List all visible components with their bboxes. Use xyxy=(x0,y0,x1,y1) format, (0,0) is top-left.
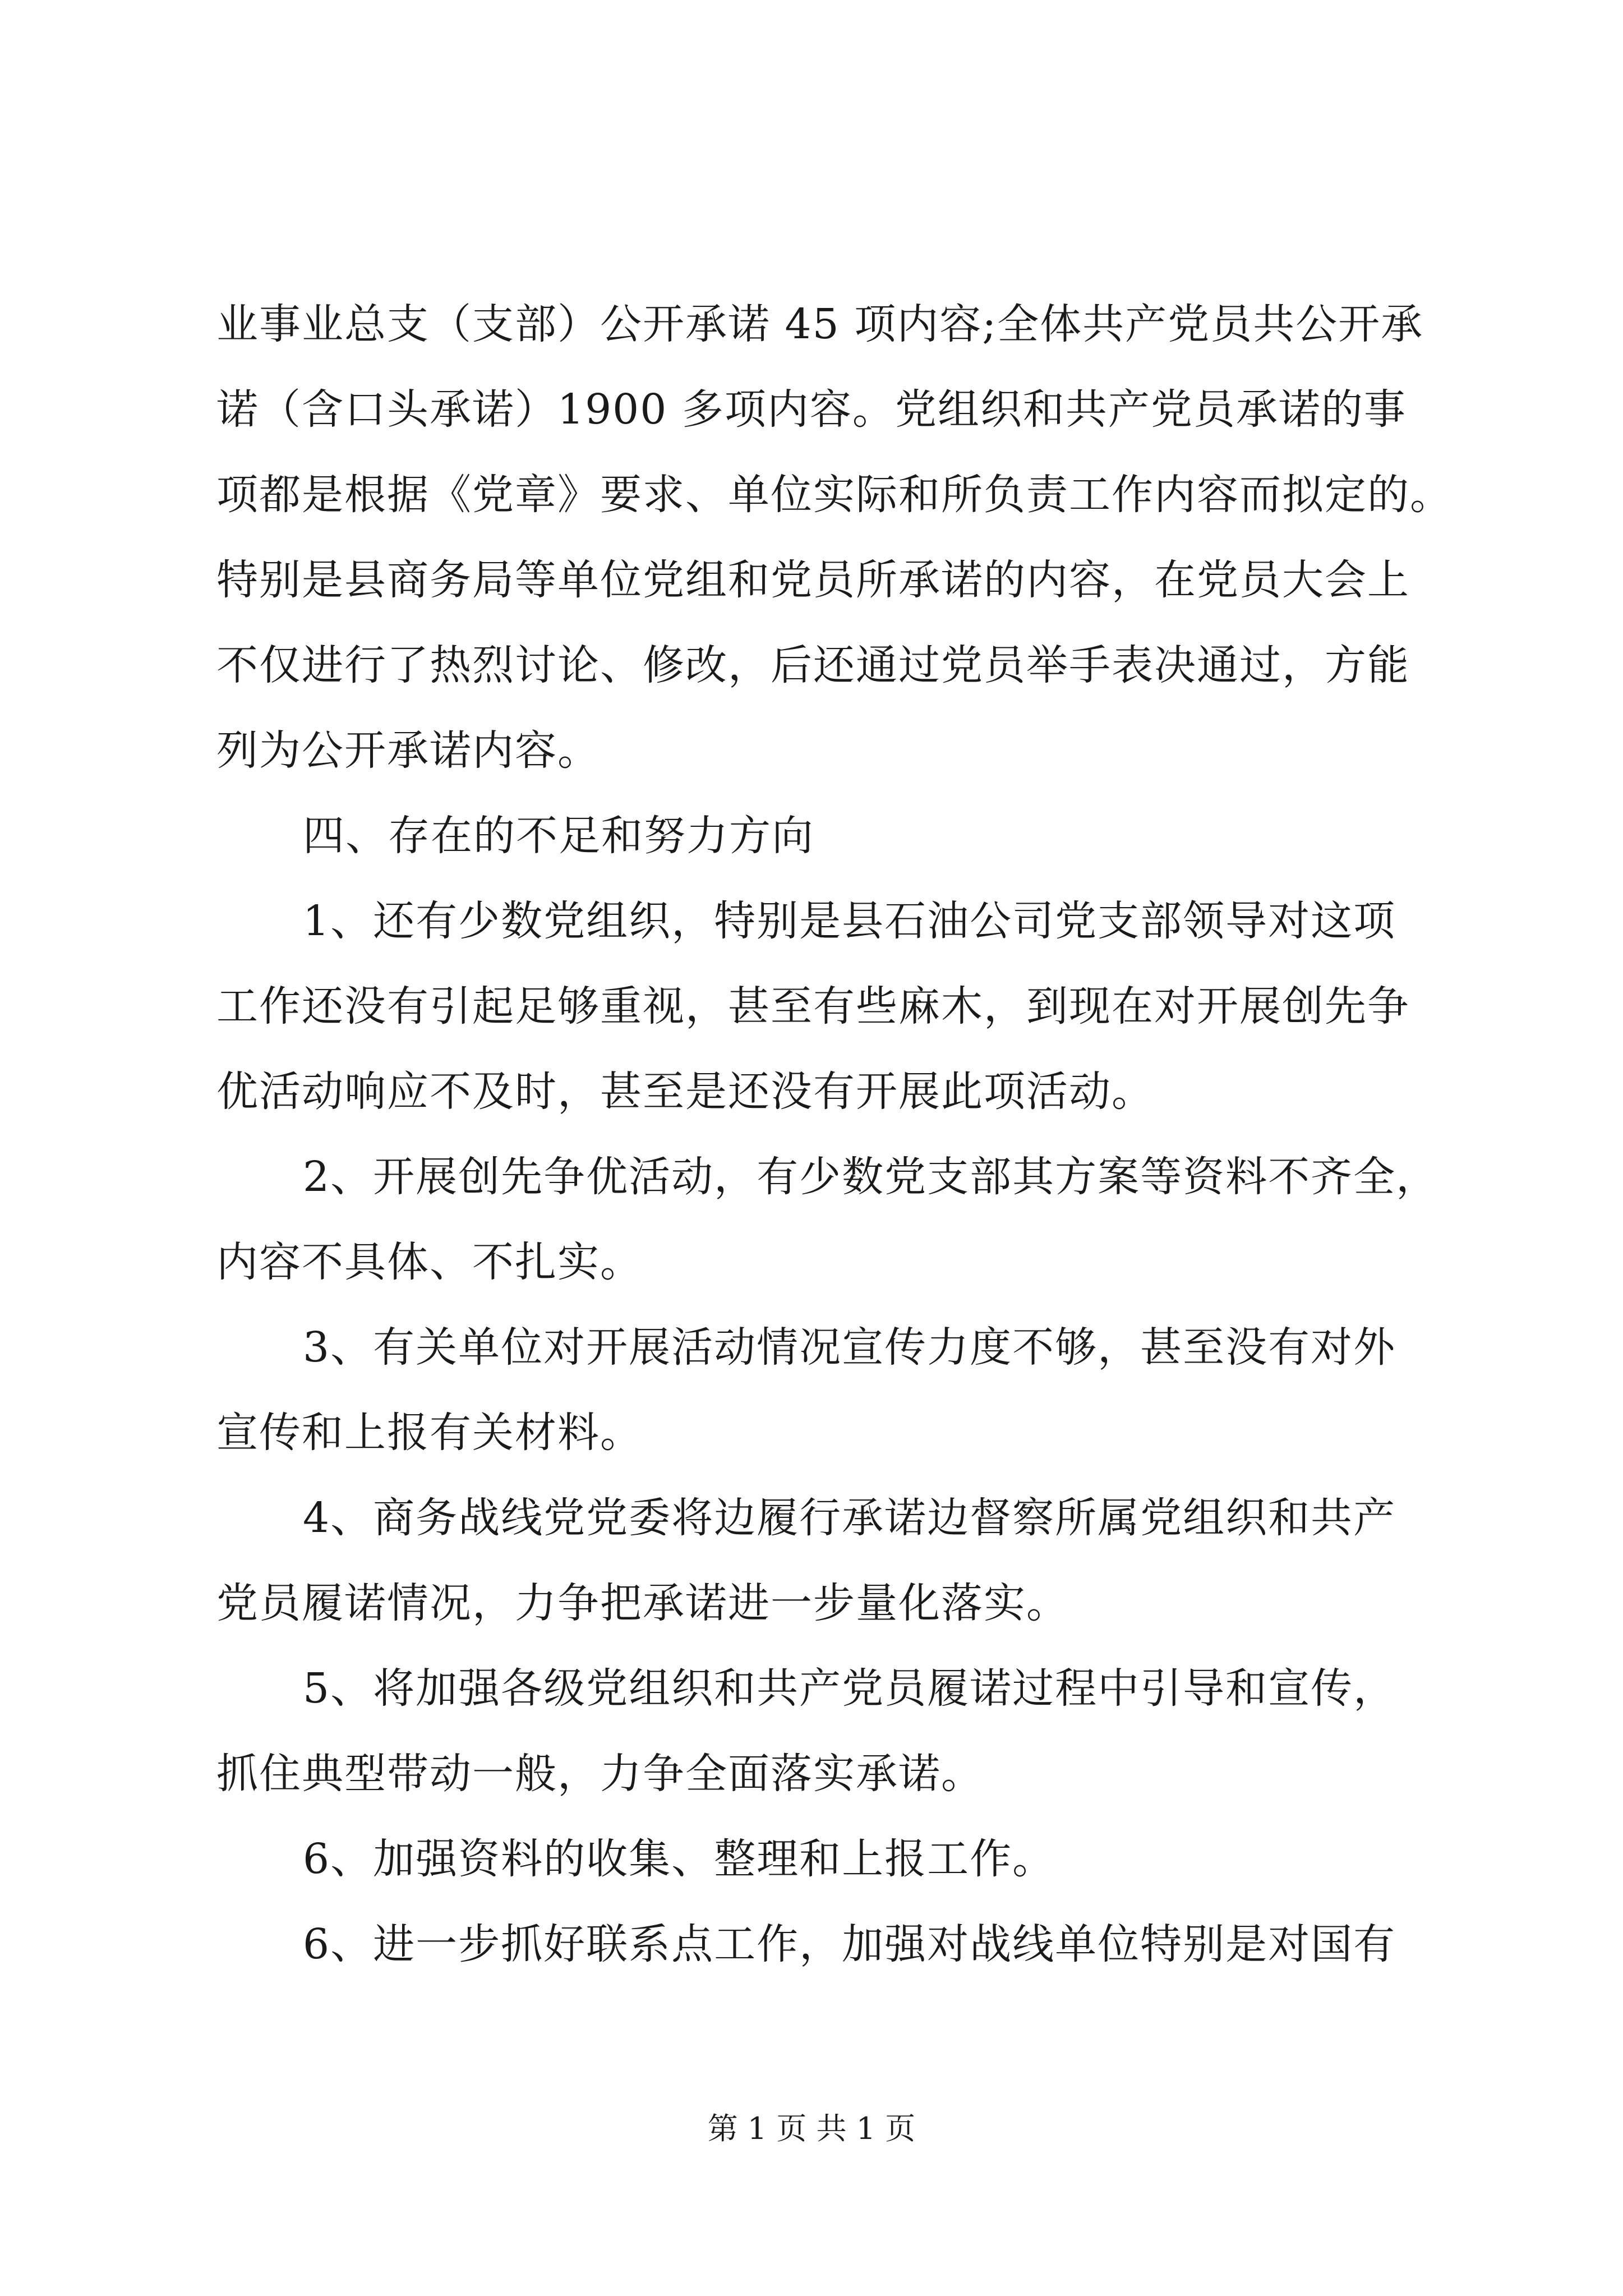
paragraph-line: 6、进一步抓好联系点工作，加强对战线单位特别是对国有 xyxy=(303,1920,1396,1968)
paragraph-line: 4、商务战线党党委将边履行承诺边督察所属党组织和共产 xyxy=(303,1494,1396,1542)
paragraph-line: 诺（含口头承诺）1900 多项内容。党组织和共产党员承诺的事 xyxy=(216,385,1407,434)
paragraph-line: 优活动响应不及时，甚至是还没有开展此项活动。 xyxy=(216,1068,1154,1116)
document-body xyxy=(216,282,1453,1987)
paragraph-line: 宣传和上报有关材料。 xyxy=(216,1409,643,1457)
paragraph-line: 5、将加强各级党组织和共产党员履诺过程中引导和宣传， xyxy=(303,1664,1396,1713)
paragraph-line: 四、存在的不足和努力方向 xyxy=(303,812,814,860)
paragraph-line: 工作还没有引起足够重视，甚至有些麻木，到现在对开展创先争 xyxy=(216,982,1410,1030)
paragraph-line: 不仅进行了热烈讨论、修改，后还通过党员举手表决通过，方能 xyxy=(216,641,1410,689)
paragraph-line: 抓住典型带动一般，力争全面落实承诺。 xyxy=(216,1750,984,1798)
page-footer: 第 1 页 共 1 页 xyxy=(707,2111,916,2146)
paragraph-line: 内容不具体、不扎实。 xyxy=(216,1238,643,1286)
paragraph-line: 3、有关单位对开展活动情况宣传力度不够，甚至没有对外 xyxy=(303,1323,1396,1372)
paragraph-line: 业事业总支（支部）公开承诺 45 项内容;全体共产党员共公开承 xyxy=(216,300,1424,348)
paragraph-line: 党员履诺情况，力争把承诺进一步量化落实。 xyxy=(216,1579,1069,1627)
paragraph-line: 1、还有少数党组织，特别是县石油公司党支部领导对这项 xyxy=(303,897,1396,945)
paragraph-line: 项都是根据《党章》要求、单位实际和所负责工作内容而拟定的。 xyxy=(216,471,1453,519)
paragraph-line: 特别是县商务局等单位党组和党员所承诺的内容，在党员大会上 xyxy=(216,556,1410,604)
paragraph-line: 2、开展创先争优活动，有少数党支部其方案等资料不齐全， xyxy=(303,1153,1439,1201)
paragraph-line: 6、加强资料的收集、整理和上报工作。 xyxy=(303,1835,1055,1883)
paragraph-line: 列为公开承诺内容。 xyxy=(216,726,600,775)
